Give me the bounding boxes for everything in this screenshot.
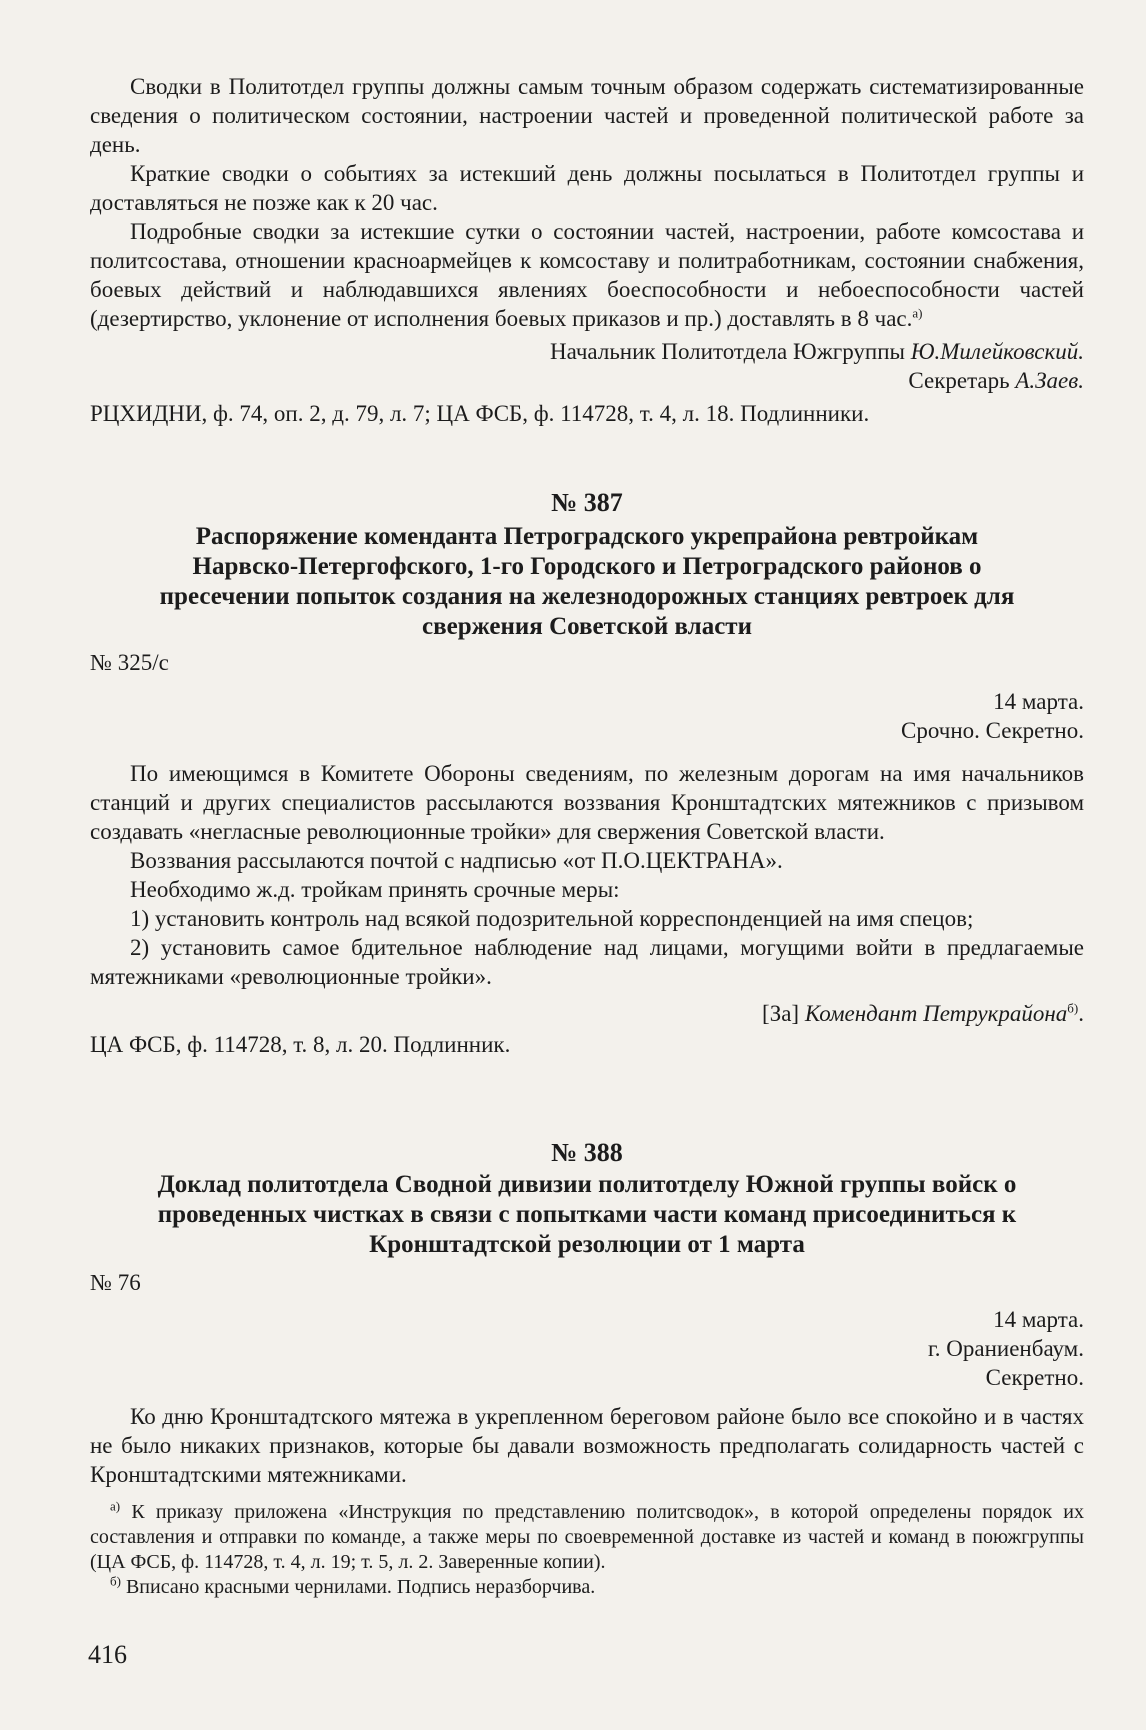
top-source: РЦХИДНИ, ф. 74, оп. 2, д. 79, л. 7; ЦА ФСБ, ф. 114728, т. 4, л. 18. Подлинники. xyxy=(90,401,870,426)
doc-387-reg-number: № 325/с xyxy=(90,650,169,675)
doc-387-signature xyxy=(90,999,1084,1028)
doc-387-number: № 387 xyxy=(551,488,623,517)
doc-388-date: 14 марта. xyxy=(993,1307,1084,1332)
doc-388-place: г. Ораниенбаум. xyxy=(927,1336,1084,1361)
footnote-ref-b: б) xyxy=(1067,1000,1079,1016)
page-number: 416 xyxy=(88,1640,127,1669)
doc-387-date: 14 марта. xyxy=(993,689,1084,714)
signature-1-role: Начальник Политотдела Южгруппы xyxy=(549,339,905,364)
doc-387-signature-end: . xyxy=(1078,1001,1084,1026)
doc-387-stamp: Срочно. Секретно. xyxy=(901,718,1084,743)
top-section xyxy=(90,72,1084,428)
doc-387-paragraph-5: 2) установить самое бдительное наблюдение над лицами, могущими войти в предлагаемые мятежниками «революционные тройки». xyxy=(90,935,1084,989)
doc-388-title: Доклад политотдела Сводной дивизии политотделу Южной группы войск о проведенных чистках в связи с попытками части команд присоединиться к Кронштадтской резолюции от 1 марта xyxy=(157,1171,1017,1258)
footnotes xyxy=(90,1500,1084,1600)
doc-387-paragraph-4: 1) установить контроль над всякой подозрительной корреспонденцией на имя спецов; xyxy=(130,906,974,931)
signature-2 xyxy=(90,366,1084,395)
footnote-b xyxy=(90,1575,1084,1600)
doc-387-paragraph-1: По имеющимся в Комитете Обороны сведениям, по железным дорогам на имя начальников станций и других специалистов рассылаются воззвания Кронштадтских мятежников с призывом создавать «негласные революционные тройки» для свержения Советской власти. xyxy=(90,761,1084,844)
footnote-b-text: Вписано красными чернилами. Подпись неразборчива. xyxy=(125,1576,596,1598)
doc-387-source: ЦА ФСБ, ф. 114728, т. 8, л. 20. Подлинник. xyxy=(90,1032,511,1057)
signature-1-name: Ю.Милейковский. xyxy=(910,339,1084,364)
doc-387-title: Распоряжение коменданта Петроградского укрепрайона ревтройкам Нарвско-Петергофского, 1-го Городского и Петроградского районов о пресечении попыток создания на железнодорожных станциях ревтроек для свержения Советской власти xyxy=(159,523,1015,640)
top-paragraph-3 xyxy=(90,217,1084,333)
doc-387-signature-name: Комендант Петрукрайона xyxy=(804,1001,1068,1026)
signature-2-name: А.Заев. xyxy=(1015,368,1084,393)
footnote-ref-a: а) xyxy=(912,305,923,321)
doc-388-number: № 388 xyxy=(551,1138,623,1167)
doc-387-paragraph-2: Воззвания рассылаются почтой с надписью «от П.О.ЦЕКТРАНА». xyxy=(130,848,783,873)
footnote-a-mark: а) xyxy=(110,1498,121,1514)
footnote-a-text: К приказу приложена «Инструкция по представлению политсводок», в которой определены порядок их составления и отправки по команде, а также меры по своевременной доставке из частей и команд в поюжгруппы (ЦА ФСБ, ф. 114728, т. 4, л. 19; т. 5, л. 2. Заверенные копии). xyxy=(90,1501,1084,1573)
doc-388-stamp: Секретно. xyxy=(985,1365,1084,1390)
signature-2-role: Секретарь xyxy=(908,368,1010,393)
doc-387 xyxy=(90,488,1084,1059)
doc-388-paragraph-1: Ко дню Кронштадтского мятежа в укрепленном береговом районе было все спокойно и в частях не было никаких признаков, которые бы давали возможность предполагать солидарность частей с Кронштадтскими мятежниками. xyxy=(90,1404,1084,1487)
doc-387-paragraph-3: Необходимо ж.д. тройкам принять срочные меры: xyxy=(130,877,620,902)
top-paragraph-1: Сводки в Политотдел группы должны самым точным образом содержать систематизированные сведения о политическом состоянии, настроении частей и проведенной политической работе за день. xyxy=(90,74,1084,157)
top-paragraph-2: Краткие сводки о событиях за истекший день должны посылаться в Политотдел группы и доставляться не позже как к 20 час. xyxy=(90,161,1084,215)
doc-388 xyxy=(90,1138,1084,1489)
signature-1 xyxy=(90,337,1084,366)
footnote-b-mark: б) xyxy=(110,1573,121,1589)
doc-387-signature-prefix: [За] xyxy=(762,1001,800,1026)
top-paragraph-3-text: Подробные сводки за истекшие сутки о состоянии частей, настроении, работе комсостава и политсостава, отношении красноармейцев к комсоставу и политработникам, состоянии снабжения, боевых действий и наблюдавшихся явлениях боеспособности и небоеспособности частей (дезертирство, уклонение от исполнения боевых приказов и пр.) доставлять в 8 час. xyxy=(90,219,1084,331)
footnote-a xyxy=(90,1500,1084,1575)
doc-388-reg-number: № 76 xyxy=(90,1270,141,1295)
